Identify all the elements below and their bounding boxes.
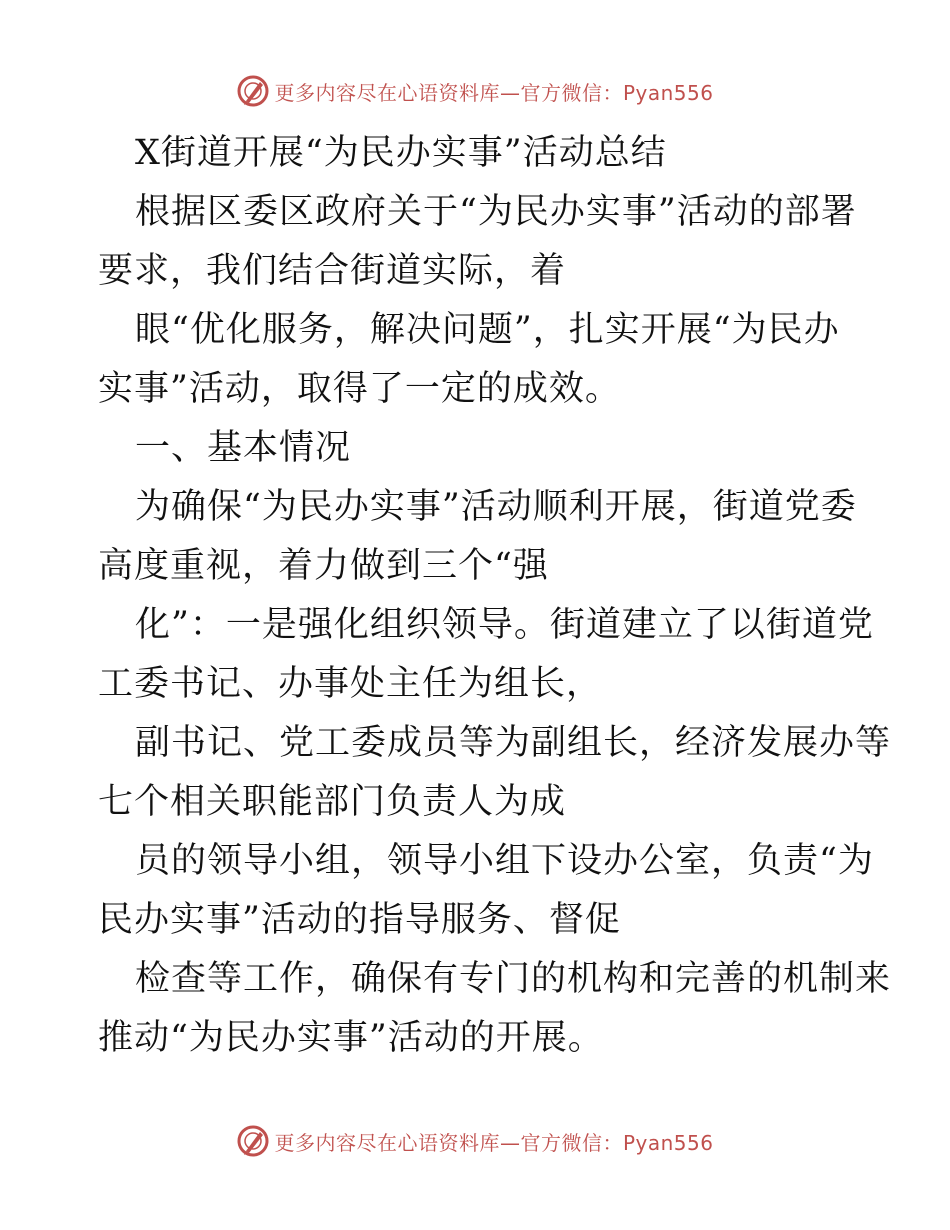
footer-banner	[0, 1121, 950, 1161]
text-line: 实事”活动，取得了一定的成效。	[98, 369, 621, 409]
text-line: 工委书记、办事处主任为组长，	[98, 664, 603, 704]
text-line: 化”：一是强化组织领导。街道建立了以街道党	[135, 605, 874, 645]
text-line: 七个相关职能部门负责人为成	[98, 782, 567, 822]
document-title: X街道开展“为民办实事”活动总结	[135, 133, 667, 173]
text-line: 眼“优化服务，解决问题”，扎实开展“为民办	[135, 310, 840, 350]
text-line: 副书记、党工委成员等为副组长，经济发展办等	[135, 723, 892, 763]
pen-logo-icon	[236, 1124, 270, 1158]
text-line: 要求，我们结合街道实际，着	[98, 251, 567, 291]
text-line: 检查等工作，确保有专门的机构和完善的机制来	[135, 959, 892, 999]
header-banner-text: 更多内容尽在心语资料库—官方微信：Pyan556	[274, 80, 714, 105]
text-line: 推动“为民办实事”活动的开展。	[98, 1018, 604, 1058]
text-line: 为确保“为民办实事”活动顺利开展，街道党委	[135, 487, 857, 527]
text-line: 根据区委区政府关于“为民办实事”活动的部署	[135, 192, 857, 232]
text-line: 民办实事”活动的指导服务、督促	[98, 900, 621, 940]
header-banner	[0, 71, 950, 111]
text-line: 高度重视，着力做到三个“强	[98, 546, 549, 586]
text-line: 员的领导小组，领导小组下设办公室，负责“为	[135, 841, 874, 881]
footer-banner-text: 更多内容尽在心语资料库—官方微信：Pyan556	[274, 1130, 714, 1155]
document-body	[98, 124, 892, 1068]
pen-logo-icon	[236, 74, 270, 108]
section-heading: 一、基本情况	[135, 428, 352, 468]
